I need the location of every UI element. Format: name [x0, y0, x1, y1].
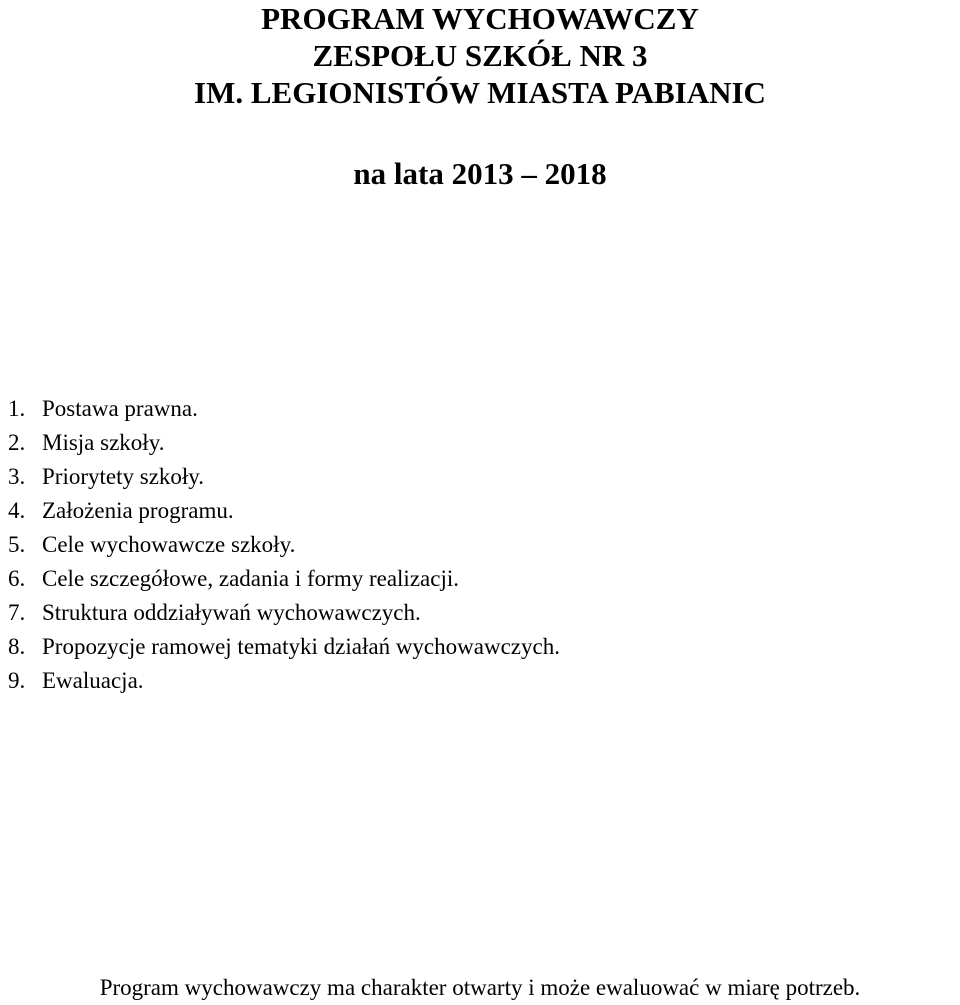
- toc-item-number: 7.: [8, 600, 26, 625]
- toc-item: [8, 562, 560, 596]
- toc-item-number: 6.: [8, 566, 26, 591]
- toc-item-label: Założenia programu.: [42, 498, 234, 523]
- toc-item-number: 8.: [8, 634, 26, 659]
- toc-item-label: Cele wychowawcze szkoły.: [42, 532, 296, 557]
- toc-item: [8, 528, 560, 562]
- toc-item-label: Cele szczegółowe, zadania i formy realizacji.: [42, 566, 459, 591]
- title-line-3: IM. LEGIONISTÓW MIASTA PABIANIC: [194, 75, 766, 110]
- footer-note: Program wychowawczy ma charakter otwarty i może ewaluować w miarę potrzeb.: [99, 975, 861, 1000]
- toc-item: [8, 460, 560, 494]
- toc-item-label: Misja szkoły.: [42, 430, 165, 455]
- document-title: [0, 0, 960, 111]
- program-years: na lata 2013 – 2018: [353, 156, 607, 191]
- toc-item-number: 2.: [8, 430, 26, 455]
- toc-item: [8, 630, 560, 664]
- toc-item: [8, 426, 560, 460]
- toc-item-label: Priorytety szkoły.: [42, 464, 205, 489]
- toc-item: [8, 392, 560, 426]
- toc-item: [8, 596, 560, 630]
- toc-item-number: 1.: [8, 396, 26, 421]
- toc-item: [8, 664, 560, 698]
- toc-item-label: Ewaluacja.: [42, 668, 144, 693]
- toc-item: [8, 494, 560, 528]
- toc-item-number: 3.: [8, 464, 26, 489]
- toc-item-number: 5.: [8, 532, 26, 557]
- title-line-1: PROGRAM WYCHOWAWCZY: [261, 1, 699, 36]
- toc-item-number: 4.: [8, 498, 26, 523]
- title-line-2: ZESPOŁU SZKÓŁ NR 3: [312, 38, 648, 73]
- toc-item-number: 9.: [8, 668, 26, 693]
- toc-item-label: Propozycje ramowej tematyki działań wychowawczych.: [42, 634, 560, 659]
- toc-item-label: Postawa prawna.: [42, 396, 198, 421]
- table-of-contents: [8, 392, 560, 698]
- toc-item-label: Struktura oddziaływań wychowawczych.: [42, 600, 421, 625]
